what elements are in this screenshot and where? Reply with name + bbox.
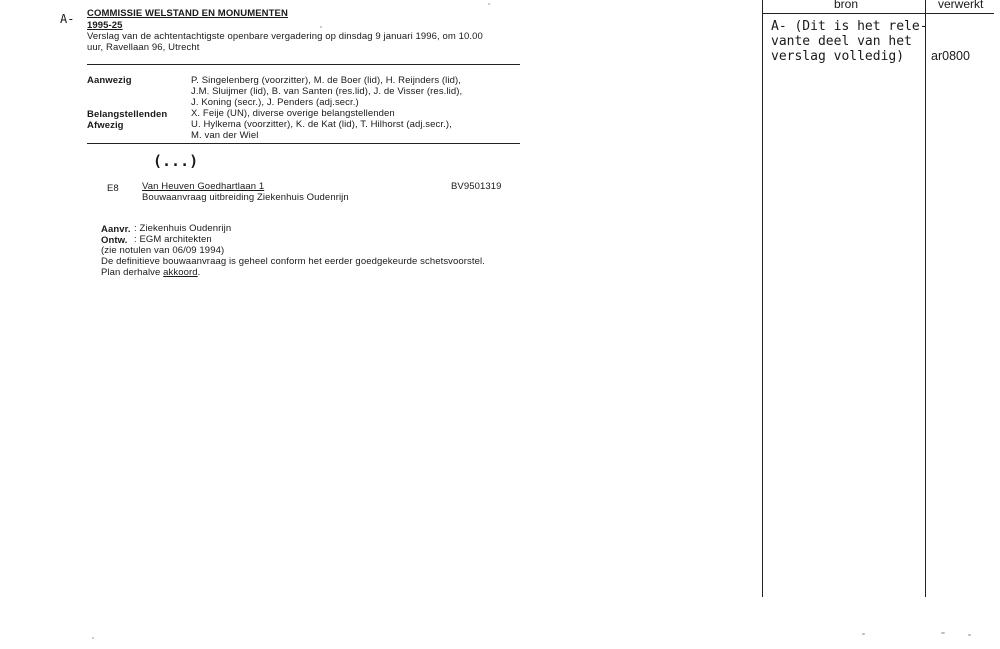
col-header-bron: bron (834, 0, 859, 11)
conclusion-word: akkoord (163, 267, 198, 278)
meeting-line-2: uur, Ravellaan 96, Utrecht (87, 42, 200, 53)
source-note-line-1: A- (Dit is het rele- (771, 19, 928, 34)
item-description: Bouwaanvraag uitbreiding Ziekenhuis Oudenrijn (142, 192, 349, 203)
margin-marker: A- (60, 12, 75, 26)
commission-title: COMMISSIE WELSTAND EN MONUMENTEN (87, 8, 288, 19)
source-note-line-2: vante deel van het (771, 34, 912, 49)
source-note-line-3: verslag volledig) (771, 49, 905, 64)
header-rule (87, 64, 520, 65)
meeting-line-1: Verslag van de achtentachtigste openbare vergadering op dinsdag 9 januari 1996, om 10.00 (87, 31, 483, 42)
absent-label: Afwezig (87, 120, 124, 131)
omission-ellipsis: (...) (153, 152, 199, 170)
item-reference: BV9501319 (451, 181, 502, 192)
scan-speck (862, 633, 865, 635)
conclusion-suffix: . (197, 267, 201, 278)
conclusion-prefix: Plan derhalve (101, 267, 161, 278)
interested-label: Belangstellenden (87, 109, 168, 120)
table-header-rule (762, 13, 994, 14)
scan-speck (92, 637, 94, 639)
scan-speck (941, 632, 945, 634)
present-line-1: P. Singelenberg (voorzitter), M. de Boer (lid), H. Reijnders (lid), (191, 75, 461, 86)
item-address: Van Heuven Goedhartlaan 1 (142, 181, 265, 192)
absent-line-2: M. van der Wiel (191, 130, 259, 141)
absent-line-1: U. Hylkema (voorzitter), K. de Kat (lid), T. Hilhorst (adj.secr.), (191, 119, 452, 130)
scan-speck (488, 3, 490, 5)
present-line-2: J.M. Sluijmer (lid), B. van Santen (res.lid), J. de Visser (res.lid), (191, 86, 463, 97)
table-mid-border (925, 0, 926, 597)
present-label: Aanwezig (87, 75, 132, 86)
decision-statement: De definitieve bouwaanvraag is geheel conform het eerder goedgekeurde schetsvoorstel. (101, 256, 485, 267)
present-line-3: J. Koning (secr.), J. Penders (adj.secr.) (191, 97, 359, 108)
applicant-value: : Ziekenhuis Oudenrijn (134, 223, 232, 234)
designer-label: Ontw. (101, 235, 128, 246)
scan-speck (320, 26, 322, 28)
decision-conclusion (101, 267, 200, 279)
source-note (771, 19, 928, 64)
designer-value: : EGM architekten (134, 234, 212, 245)
col-header-verwerkt: verwerkt (938, 0, 984, 11)
item-code: E8 (107, 183, 119, 194)
interested-line: X. Feije (UN), diverse overige belangstellenden (191, 108, 395, 119)
report-number: 1995-25 (87, 20, 123, 31)
applicant-label: Aanvr. (101, 224, 131, 235)
minutes-note: (zie notulen van 06/09 1994) (101, 245, 225, 256)
table-left-border (762, 0, 763, 597)
attendance-rule (87, 143, 520, 144)
scan-speck (968, 634, 971, 636)
processed-code: ar0800 (931, 49, 970, 63)
